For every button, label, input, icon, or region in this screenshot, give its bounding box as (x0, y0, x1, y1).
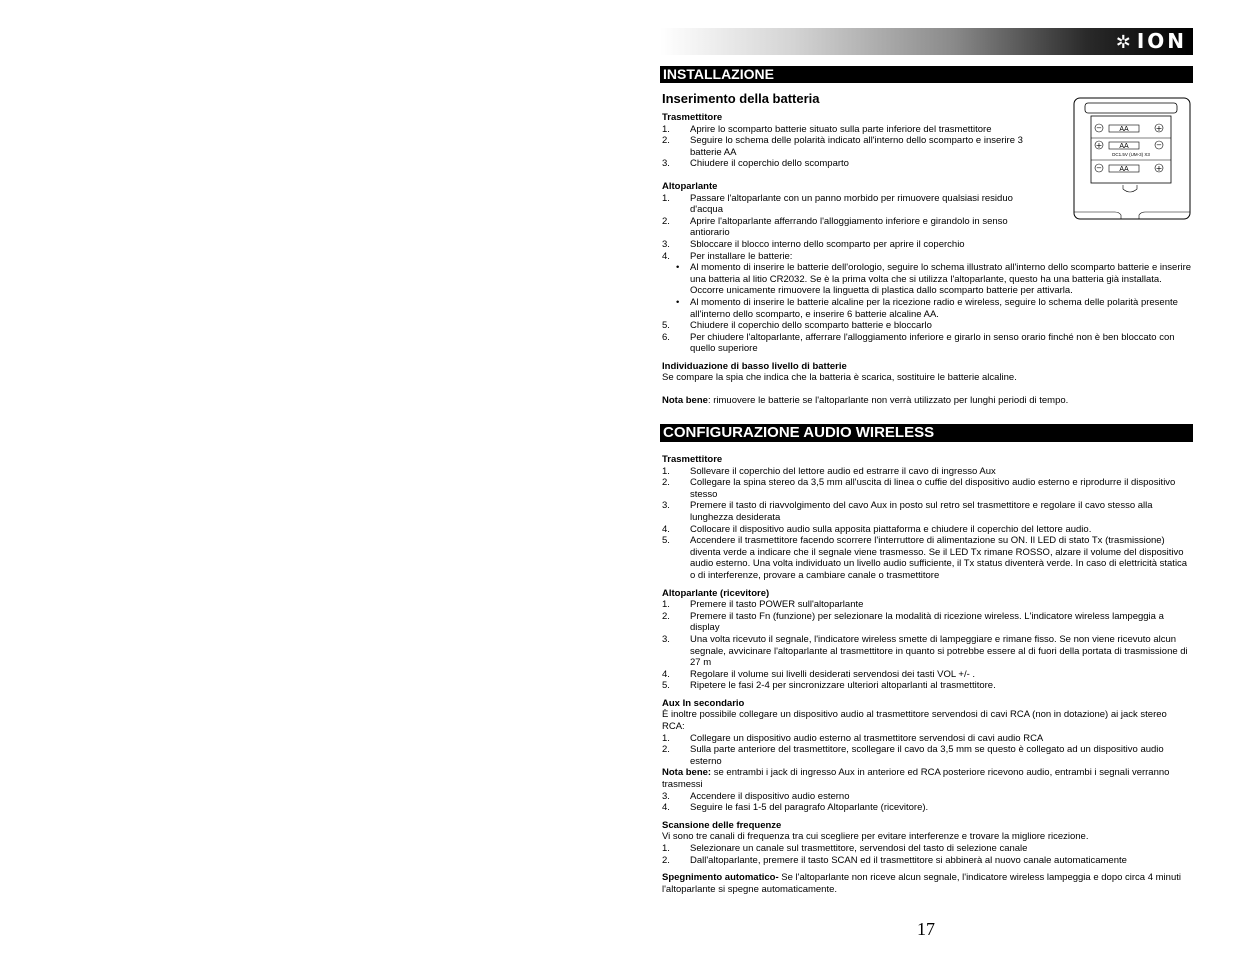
aux-text: È inoltre possibile collegare un dispositivo audio al trasmettitore servendosi di cavi RCA (non in dotazione) ai jack stereo RCA: (662, 709, 1167, 733)
list-item: 6. Per chiudere l'altoparlante, afferrare l'alloggiamento inferiore e girarlo in senso orario finché non è ben bloccato con quello superiore (662, 331, 1175, 355)
install-body (662, 112, 1192, 407)
svg-text:+: + (1155, 164, 1163, 173)
svg-text:AA: AA (1119, 126, 1129, 133)
list-item: 4. Collocare il dispositivo audio sulla apposita piattaforma e chiudere il coperchio del lettore audio. (662, 523, 1092, 535)
low-battery-text: Se compare la spia che indica che la batteria è scarica, sostituire le batterie alcaline. (662, 372, 1017, 384)
list-item: 1. Aprire lo scomparto batterie situato sulla parte inferiore del trasmettitore (662, 123, 992, 135)
list-spk-cont (662, 239, 1192, 355)
svg-text:+: + (1095, 141, 1103, 150)
scan-text: Vi sono tre canali di frequenza tra cui scegliere per evitare interferenze e trovare la migliore ricezione. (662, 831, 1089, 843)
auto-off-text: Spegnimento automatico- Se l'altoparlante non riceve alcun segnale, l'indicatore wireless lampeggia e dopo circa 4 minuti l'altoparlante si spegne automaticamente. (662, 872, 1181, 895)
heading-aux: Aux In secondario (662, 697, 745, 709)
heading-low-battery: Individuazione di basso livello di batterie (662, 360, 847, 372)
svg-text:AA: AA (1119, 143, 1129, 150)
svg-text:−: − (1096, 124, 1102, 132)
list-item: 1. Selezionare un canale sul trasmettitore, servendosi del tasto di selezione canale (662, 843, 1028, 854)
aux-note: Nota bene: se entrambi i jack di ingresso Aux in anteriore ed RCA posteriore ricevono audio, entrambi i segnali verranno trasmessi (662, 767, 1170, 791)
list-item: 1. Premere il tasto POWER sull'altoparlante (662, 599, 864, 611)
svg-text:AA: AA (1119, 166, 1129, 173)
bullet-item: • Al momento di inserire le batterie dell'orologio, seguire lo schema illustrato all'interno dello scomparto batterie e inserire una batteria al litio CR2032. Se è la prima volta che si utilizza l'altoparlante, questo ha una batteria già installata. Occorre unicamente rimuovere la linguetta di plastica dallo scomparto batterie per attivarla. (676, 262, 1192, 297)
list-item: 3. Sbloccare il blocco interno dello scomparto per aprire il coperchio (662, 238, 965, 250)
svg-text:DC1.5V (UM-3) X3: DC1.5V (UM-3) X3 (1112, 152, 1150, 157)
ion-logo (1116, 30, 1187, 54)
svg-text:−: − (1156, 141, 1162, 149)
list-tx (662, 124, 1052, 170)
subtitle-battery: Inserimento della batteria (662, 91, 820, 106)
list-item: 3. Chiudere il coperchio dello scomparto (662, 158, 849, 170)
list-item: 4. Per installare le batterie: (662, 250, 793, 262)
list-item: 5. Accendere il trasmettitore facendo scorrere l'interruttore di alimentazione su ON. Il LED di stato Tx (trasmissione) diventa verde a indicare che il segnale viene trasmesso. Se il LED Tx rimane ROSSO, alzare il volume del dispositivo audio esterno. Una volta individuato un livello audio sufficiente, il Tx status diventerà verde. In caso di elettricità statica o di interferenze, provare a cambiare canale o trasmettitore (662, 535, 1188, 581)
list-item: 2. Collegare la spina stereo da 3,5 mm all'uscita di linea o cuffie del dispositivo audio esterno e riprodurre il dispositivo stesso (662, 477, 1176, 500)
note: Nota bene: rimuovere le batterie se l'altoparlante non verrà utilizzato per lunghi periodi di tempo. (662, 395, 1069, 407)
wireless-body (662, 454, 1192, 895)
list-spk (662, 193, 1042, 239)
list-item: 1. Sollevare il coperchio del lettore audio ed estrarre il cavo di ingresso Aux (662, 465, 996, 477)
bullet-item: • Al momento di inserire le batterie alcaline per la ricezione radio e wireless, seguire lo schema delle polarità presente all'interno dello scomparto, e inserire 6 batterie alcaline AA. (676, 296, 1178, 320)
list-item: 2. Seguire lo schema delle polarità indicato all'interno dello scomparto e inserire 3 batterie AA (662, 135, 1023, 158)
list-item: 2. Dall'altoparlante, premere il tasto SCAN ed il trasmettitore si abbinerà al nuovo canale automaticamente (662, 854, 1127, 866)
list-item: 2. Aprire l'altoparlante afferrando l'alloggiamento inferiore e girandolo in senso antiorario (662, 215, 1008, 239)
bullet-icon: • (676, 262, 680, 274)
star-icon: ✲ (1115, 32, 1134, 53)
brand-text: ION (1136, 29, 1187, 53)
header-gradient-bar (660, 28, 1193, 55)
list-item: 5. Chiudere il coperchio dello scomparto batterie e bloccarlo (662, 320, 932, 332)
heading-trasmettitore: Trasmettitore (662, 454, 723, 465)
list-item: 2. Premere il tasto Fn (funzione) per selezionare la modalità di ricezione wireless. L'indicatore wireless lampeggia a display (662, 610, 1164, 634)
list-item: 1. Collegare un dispositivo audio esterno al trasmettitore servendosi di cavi audio RCA (662, 732, 1044, 744)
heading-receiver: Altoparlante (ricevitore) (662, 587, 770, 599)
list-item: 3. Una volta ricevuto il segnale, l'indicatore wireless smette di lampeggiare e rimane fisso. Se non viene ricevuto alcun segnale, avvicinare l'altoparlante al trasmettitore in quanto si potrebbe essere al di fuori della portata di trasmissione di 27 m (662, 633, 1188, 669)
section-title-installazione: INSTALLAZIONE (660, 66, 1193, 83)
svg-text:+: + (1155, 124, 1163, 133)
heading-scan: Scansione delle frequenze (662, 819, 782, 831)
heading-altoparlante: Altoparlante (662, 180, 718, 192)
page-number: 17 (917, 919, 935, 939)
list-item: 5. Ripetere le fasi 2-4 per sincronizzare ulteriori altoparlanti al trasmettitore. (662, 680, 996, 692)
svg-text:−: − (1096, 164, 1102, 172)
section-title-wireless: CONFIGURAZIONE AUDIO WIRELESS (660, 424, 1193, 442)
list-item: 2. Sulla parte anteriore del trasmettitore, scollegare il cavo da 3,5 mm se questo è collegato ad un dispositivo audio esterno (662, 744, 1164, 767)
list-item: 4. Seguire le fasi 1-5 del paragrafo Altoparlante (ricevitore). (662, 802, 929, 814)
list-item: 4. Regolare il volume sui livelli desiderati servendosi dei tasti VOL +/- . (662, 668, 976, 680)
heading-trasmettitore: Trasmettitore (662, 112, 723, 123)
list-item: 3. Accendere il dispositivo audio esterno (662, 790, 850, 802)
bullet-icon: • (676, 296, 680, 308)
list-item: 1. Passare l'altoparlante con un panno morbido per rimuovere qualsiasi residuo d'acqua (662, 192, 1013, 216)
list-item: 3. Premere il tasto di riavvolgimento del cavo Aux in posto sul retro sel trasmettitore e regolare il cavo stesso alla lunghezza desiderata (662, 500, 1153, 523)
